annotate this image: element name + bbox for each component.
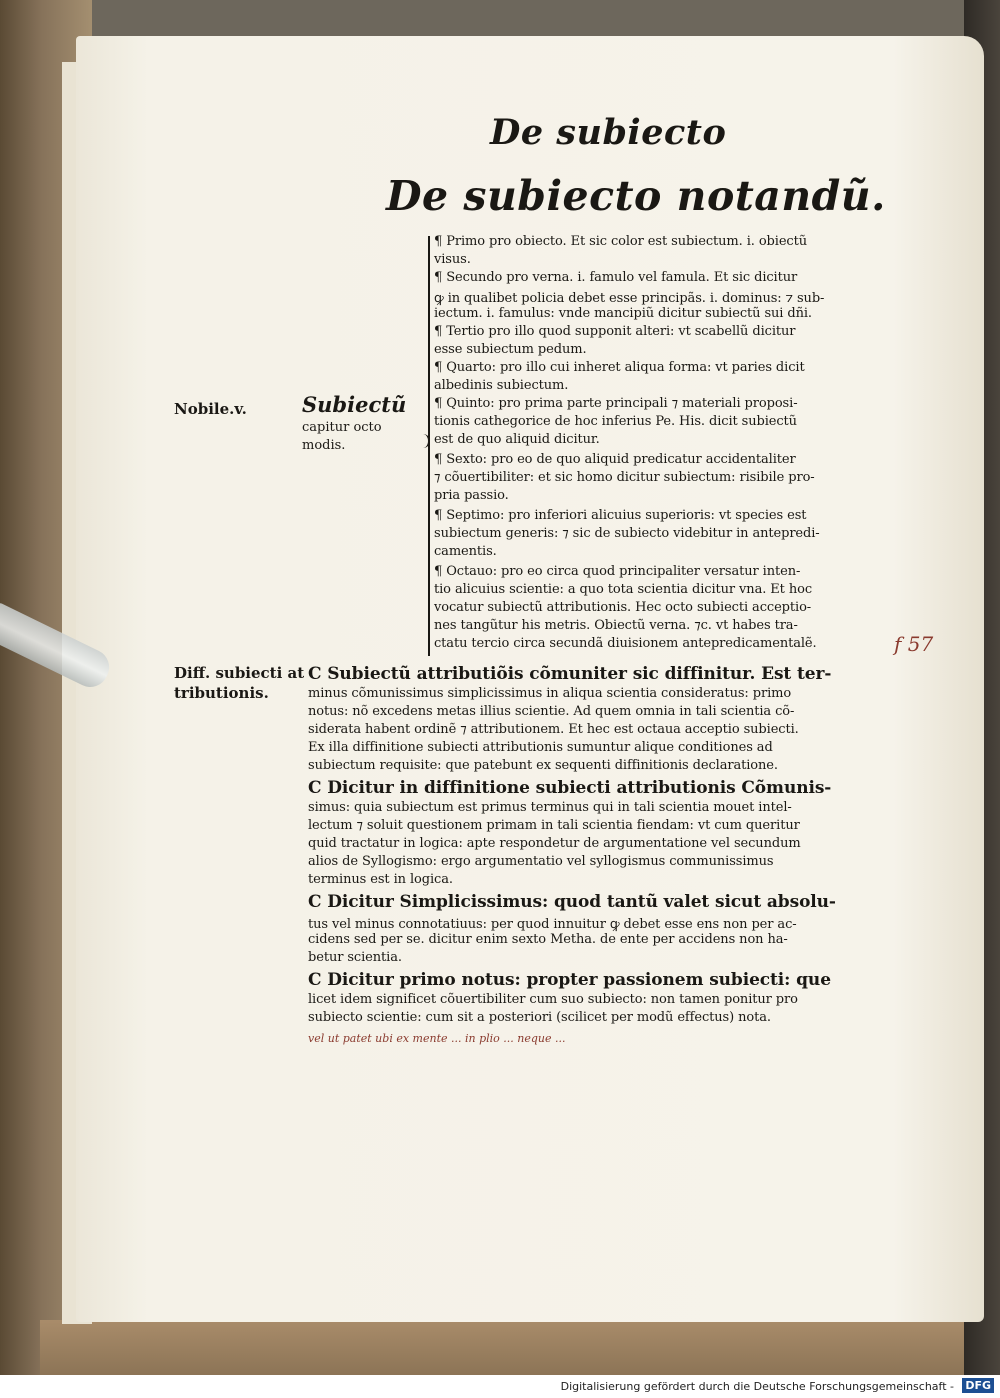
- sense-line: vocatur subiectũ attributionis. Hec octo subiecti acceptio-: [434, 600, 812, 615]
- body-line: notus: nõ excedens metas illius scientie. Ad quem omnia in tali scientia cõ-: [308, 704, 795, 719]
- sense-line: ¶ Octauo: pro eo circa quod principaliter versatur inten-: [434, 564, 801, 579]
- body-line: C Subiectũ attributiõis cõmuniter sic diffinitur. Est ter-: [308, 664, 832, 684]
- subiectu-sub-1: capitur octo: [302, 420, 382, 435]
- book-page: [76, 36, 984, 1322]
- body-line: lectum ⁊ soluit questionem primam in tali scientia fiendam: vt cum queritur: [308, 818, 800, 833]
- margin-note-diff-a: Diff. subiecti at: [174, 664, 305, 682]
- body-line: siderata habent ordinẽ ⁊ attributionem. Et hec est octaua acceptio subiecti.: [308, 722, 799, 737]
- section-title: De subiecto notandũ.: [386, 172, 886, 220]
- sense-line: ¶ Quarto: pro illo cui inheret aliqua forma: vt paries dicit: [434, 360, 805, 375]
- sense-line: ¶ Sexto: pro eo de quo aliquid predicatur accidentaliter: [434, 452, 796, 467]
- body-line: Ex illa diffinitione subiecti attributionis sumuntur alique conditiones ad: [308, 740, 773, 755]
- body-line: tus vel minus connotatiuus: per quod innuitur ꝙ debet esse ens non per ac-: [308, 917, 797, 932]
- sense-line: ⁊ cõuertibiliter: et sic homo dicitur subiectum: risibile pro-: [434, 470, 815, 485]
- handwritten-folio-note: f 57: [894, 632, 934, 656]
- sense-line: ¶ Quinto: pro prima parte principali ⁊ materiali proposi-: [434, 396, 798, 411]
- sense-line: ꝙ in qualibet policia debet esse principãs. i. dominus: ⁊ sub-: [434, 291, 825, 306]
- sense-line: ctatu tercio circa secundã diuisionem antepredicamentalẽ.: [434, 636, 817, 651]
- sense-line: ¶ Primo pro obiecto. Et sic color est subiectum. i. obiectũ: [434, 234, 808, 249]
- sense-line: tionis cathegorice de hoc inferius Pe. His. dicit subiectũ: [434, 414, 797, 429]
- sense-line: ¶ Secundo pro verna. i. famulo vel famula. Et sic dicitur: [434, 270, 798, 285]
- sense-line: tio alicuius scientie: a quo tota scientia dicitur vna. Et hoc: [434, 582, 813, 597]
- dfg-logo: DFG: [962, 1378, 994, 1393]
- body-line: C Dicitur in diffinitione subiecti attributionis Cõmunis-: [308, 778, 832, 798]
- footer: [0, 1375, 1000, 1398]
- body-line: licet idem significet cõuertibiliter cum suo subiecto: non tamen ponitur pro: [308, 992, 798, 1007]
- body-line: terminus est in logica.: [308, 872, 453, 887]
- handwritten-bottom-note: vel ut patet ubi ex mente ... in plio ... neque ...: [308, 1032, 566, 1045]
- body-line: C Dicitur primo notus: propter passionem subiecti: que: [308, 970, 831, 990]
- body-line: subiecto scientie: cum sit a posteriori (scilicet per modũ effectus) nota.: [308, 1010, 771, 1025]
- sense-line: iectum. i. famulus: vnde mancipiũ dicitur subiectũ sui dñi.: [434, 306, 812, 321]
- sense-line: camentis.: [434, 544, 497, 559]
- sense-line: ¶ Tertio pro illo quod supponit alteri: vt scabellũ dicitur: [434, 324, 796, 339]
- subiectu-heading: Subiectũ: [302, 392, 407, 417]
- body-line: cidens sed per se. dicitur enim sexto Metha. de ente per accidens non ha-: [308, 932, 788, 947]
- sense-line: subiectum generis: ⁊ sic de subiecto videbitur in antepredi-: [434, 526, 820, 541]
- subiectu-sub-2: modis.: [302, 438, 346, 453]
- body-line: quid tractatur in logica: apte respondetur de argumentatione vel secundum: [308, 836, 801, 851]
- footer-credit: Digitalisierung gefördert durch die Deutsche Forschungsgemeinschaft -: [560, 1380, 954, 1393]
- sense-line: pria passio.: [434, 488, 509, 503]
- sense-line: est de quo aliquid dicitur.: [434, 432, 600, 447]
- margin-note-nobile: Nobile.v.: [174, 400, 247, 418]
- sense-line: nes tangũtur his metris. Obiectũ verna. ⁊c. vt habes tra-: [434, 618, 798, 633]
- body-line: simus: quia subiectum est primus terminus qui in tali scientia mouet intel-: [308, 800, 792, 815]
- sense-line: ¶ Septimo: pro inferiori alicuius superioris: vt species est: [434, 508, 807, 523]
- body-line: minus cõmunissimus simplicissimus in aliqua scientia consideratus: primo: [308, 686, 792, 701]
- sense-line: esse subiectum pedum.: [434, 342, 587, 357]
- margin-note-diff-b: tributionis.: [174, 684, 269, 702]
- sense-line: visus.: [434, 252, 471, 267]
- body-line: subiectum requisite: que patebunt ex sequenti diffinitionis declaratione.: [308, 758, 778, 773]
- body-line: C Dicitur Simplicissimus: quod tantũ valet sicut absolu-: [308, 892, 836, 912]
- body-line: betur scientia.: [308, 950, 402, 965]
- body-line: alios de Syllogismo: ergo argumentatio vel syllogismus communissimus: [308, 854, 774, 869]
- binding-board-bottom: [40, 1320, 1000, 1375]
- sense-line: albedinis subiectum.: [434, 378, 569, 393]
- running-title: De subiecto: [490, 112, 727, 153]
